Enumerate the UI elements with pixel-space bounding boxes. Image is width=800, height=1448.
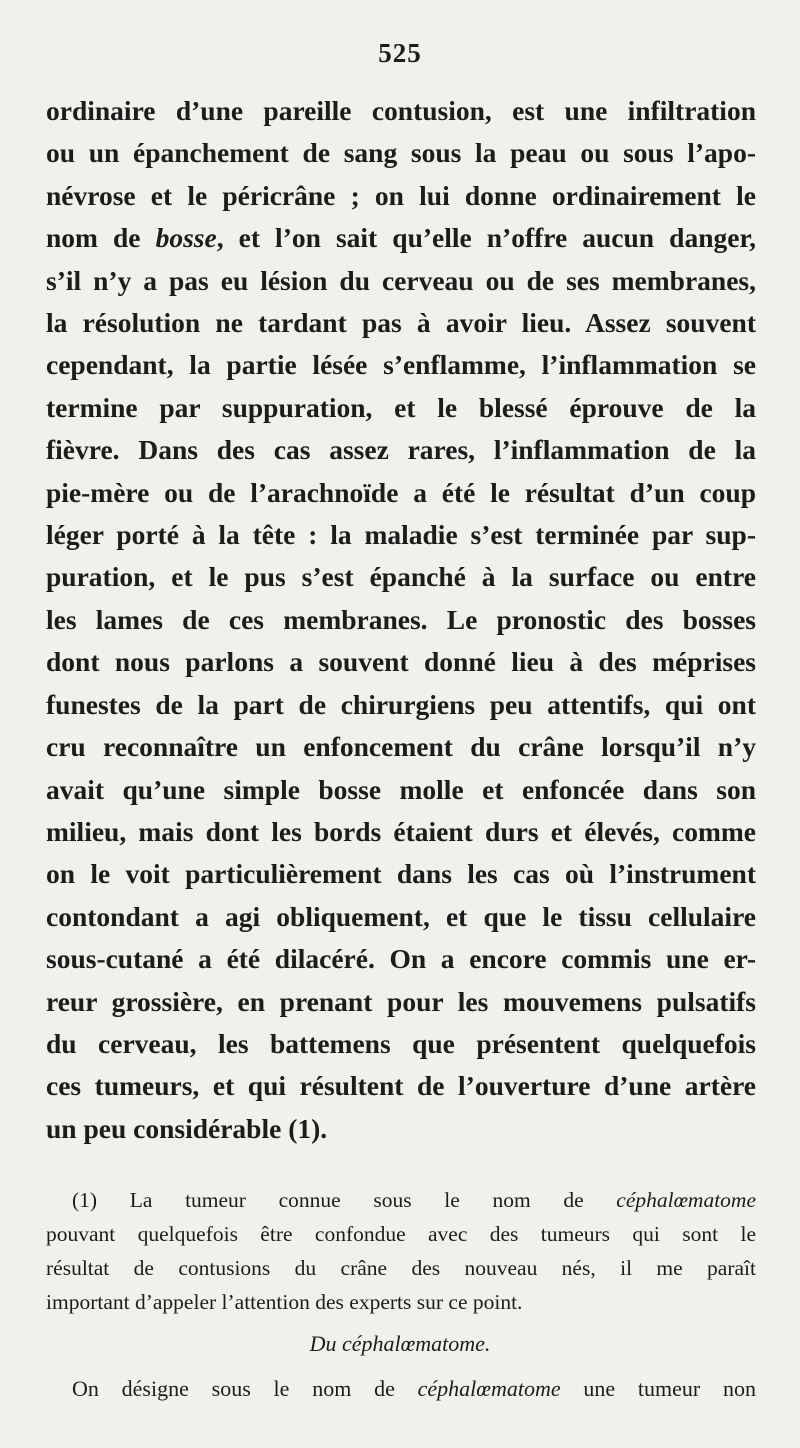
footnote-line: pouvant quelquefois être confondue avec des tumeurs qui sont le: [46, 1222, 756, 1246]
body-line: termine par suppuration, et le blessé éprouve de la: [46, 391, 756, 423]
body-line: léger porté à la tête : la maladie s’est terminée par sup-: [46, 519, 756, 551]
body-text: [46, 90, 756, 1150]
footnote-line: important d’appeler l’attention des experts sur ce point.: [46, 1290, 523, 1314]
body-line: milieu, mais dont les bords étaient durs et élevés, comme: [46, 815, 756, 847]
body-line: dont nous parlons a souvent donné lieu à des méprises: [46, 646, 756, 678]
body-line: contondant a agi obliquement, et que le tissu cellulaire: [46, 900, 756, 932]
body-line: la résolution ne tardant pas à avoir lieu. Assez souvent: [46, 307, 756, 339]
body-line: pie-mère ou de l’arachnoïde a été le résultat d’un coup: [46, 476, 756, 508]
body-line: les lames de ces membranes. Le pronostic des bosses: [46, 603, 756, 635]
body-line: funestes de la part de chirurgiens peu attentifs, qui ont: [46, 688, 756, 720]
body-text-segment: , et l’on sait qu’elle n’offre aucun danger,: [216, 222, 757, 254]
page-number: 525: [378, 38, 422, 68]
body-line: ordinaire d’une pareille contusion, est une infiltration: [46, 95, 756, 126]
body-line: s’il n’y a pas eu lésion du cerveau ou de ses membranes,: [46, 264, 756, 296]
body-italic-term: bosse: [155, 222, 217, 254]
body-line: avait qu’une simple bosse molle et enfoncée dans son: [46, 773, 756, 805]
footnote-line: résultat de contusions du crâne des nouveau nés, il me paraît: [46, 1256, 756, 1280]
body-line: fièvre. Dans des cas assez rares, l’inflammation de la: [46, 434, 756, 466]
body-line: névrose et le péricrâne ; on lui donne ordinairement le: [46, 179, 756, 211]
body-text-segment: nom de: [46, 222, 156, 254]
body-line: puration, et le pus s’est épanché à la surface ou entre: [46, 561, 756, 593]
body-line: [46, 217, 756, 259]
closing-line-text-1: On désigne sous le nom de: [72, 1376, 418, 1401]
section-heading: Du céphalœmatome.: [309, 1331, 491, 1356]
body-line: sous-cutané a été dilacéré. On a encore commis une er-: [46, 943, 756, 975]
footnote: [46, 1183, 756, 1319]
body-line: du cerveau, les battemens que présentent quelquefois: [46, 1027, 756, 1059]
closing-line-text-2: une tumeur non: [560, 1376, 756, 1401]
body-line: reur grossière, en prenant pour les mouvemens pulsatifs: [46, 985, 756, 1017]
closing-line-term: céphalœmatome: [417, 1376, 561, 1401]
body-line: on le voit particulièrement dans les cas où l’instrument: [46, 858, 756, 890]
body-line: cru reconnaître un enfoncement du crâne lorsqu’il n’y: [46, 731, 756, 763]
body-line: un peu considérable (1).: [46, 1112, 328, 1144]
footnote-line: [46, 1183, 756, 1217]
footnote-text-segment: (1) La tumeur connue sous le nom de: [72, 1188, 617, 1212]
body-line: ces tumeurs, et qui résultent de l’ouverture d’une artère: [46, 1070, 756, 1102]
body-line: ou un épanchement de sang sous la peau ou sous l’apo-: [46, 137, 756, 169]
footnote-italic-term: céphalœmatome: [616, 1188, 756, 1212]
closing-line: [46, 1372, 756, 1406]
body-line: cependant, la partie lésée s’enflamme, l’inflammation se: [46, 349, 756, 381]
